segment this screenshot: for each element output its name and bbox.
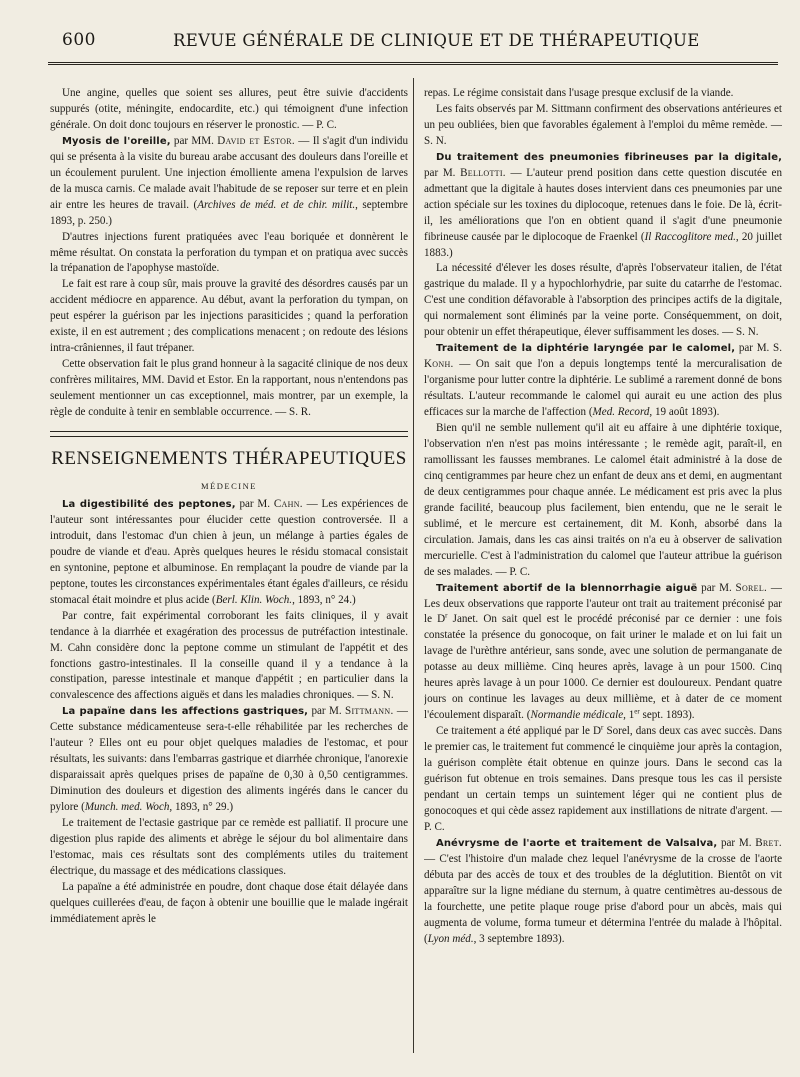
article-author: Cahn.: [273, 497, 303, 510]
article-title: Traitement abortif de la blennorrhagie aiguë: [436, 582, 698, 594]
column-divider: [413, 78, 414, 1053]
paragraph: La papaïne a été administrée en poudre, dont chaque dose était délayée dans quelques cuillerées d'eau, de façon à obtenir une bouillie que le malade ingérait immédiatement après le: [50, 880, 408, 925]
section-rule: [50, 431, 408, 437]
left-column: [50, 86, 408, 1056]
article-pneumonies: [424, 150, 782, 262]
article-author: Sittmann.: [345, 705, 394, 718]
subsection-heading: MÉDECINE: [201, 481, 257, 492]
header-rule: [48, 62, 778, 65]
superscript: er: [634, 707, 640, 716]
citation: Munch. med. Woch,: [84, 801, 173, 814]
page-number: 600: [62, 30, 96, 50]
running-title: REVUE GÉNÉRALE DE CLINIQUE ET DE THÉRAPEUTIQUE: [173, 31, 700, 50]
citation: Lyon méd.: [427, 932, 474, 945]
article-title: Myosis de l'oreille,: [62, 135, 171, 147]
paragraph: La nécessité d'élever les doses résulte, d'après l'observateur italien, de l'état gastrique du malade. Il y a hypochlorhydrie, par suite du catarrhe de l'estomac. C'est une condition défavorable à l'absorption des principes actifs de la digitale, qui normalement sont éliminés par la veine porte. Conséquemment, on doit, pour obtenir un effet thérapeutique, élever suffisamment les doses. — S. N.: [424, 262, 782, 339]
paragraph: Le fait est rare à coup sûr, mais prouve la gravité des désordres causés par un accident médiocre en apparence. Au début, avant la perforation du tympan, on peut espérer la guérison par les injections parasiticides ; quand la perforation existe, il en est autrement ; des complications menacent ; on redoute des lésions intra-crâniennes, il faut trépaner.: [50, 278, 408, 355]
byline: par M.: [308, 705, 345, 718]
citation-tail: , septembre 1893, p. 250.): [50, 198, 408, 227]
article-body: Janet. On sait quel est le procédé préconisé par ce dernier : une fois constatée la présence du gonocoque, on fait uriner le malade et on lui fait un lavage de l'urèthre antérieur, sans sonde, avec une solution de permanganate de potasse au deux millième. Cinq heures après, lavage à un pour 1500. Cinq heures après lavage à un pour 1000. Ce dernier est douloureux. Pendant quatre jours on continue les lavages au deux millième, et à dater de ce moment l'écoulement disparaît. (: [424, 613, 782, 722]
paragraph: Bien qu'il ne semble nullement qu'il ait eu affaire à une diphtérie toxique, l'observation n'en n'est pas moins intéressante ; le remède agit, paraît-il, en ramollissant les fausses membranes. Le calomel était administré à la dose de cinq centigrammes par heure chez un enfant de deux ans et demi, en augmentant de deux centigrammes pour chaque année. Le médicament est pris avec la plus grande facilité, beaucoup plus facilement, bien entendu, que ne le serait le sublimé, et le mercure est certainement, dit M. Konh, absorbé dans la circulation. Jamais, dans les cas ainsi traités on n'a eu à observer de salivation mercurielle. C'est à l'administration du calomel que l'auteur attribue la guérison de ses malades. — P. C.: [424, 422, 782, 578]
citation-tail: , 1893, n° 24.): [292, 593, 356, 606]
article-anevrysme: [424, 836, 782, 948]
paragraph: Les faits observés par M. Sittmann confirment des observations antérieures et un peu oubliées, bien que favorables également à l'emploi du même remède. — S. N.: [424, 102, 782, 147]
article-author: Konh.: [424, 358, 454, 371]
citation-date: 1: [625, 709, 635, 722]
paragraph: D'autres injections furent pratiquées avec l'eau boriquée et donnèrent le même résultat. On constata la perforation du tympan et on pratiqua avec succès la trépanation de l'apophyse mastoïde.: [50, 230, 408, 275]
citation: Archives de méd. et de chir. milit.: [197, 198, 356, 211]
paragraph: Le traitement de l'ectasie gastrique par ce remède est palliatif. Il procure une digestion plus rapide des aliments et abrège le séjour du bol alimentaire dans l'estomac, mais ces résultats sont des compléments utiles du traitement électrique, du massage et des médications classiques.: [50, 817, 408, 877]
byline: par M.: [424, 166, 461, 179]
citation: Il Raccoglitore med.: [644, 230, 736, 243]
paragraph: Par contre, fait expérimental corroborant les faits cliniques, il y avait tendance à la diarrhée et exagération des processus de putréfaction intestinale. M. Cahn considère donc la peptone comme un stimulant de l'appétit et des fonctions gastro-intestinales. Il la conseille quand il y a tendance à la constipation, paresse intestinale et manque d'appétit ; en particulier dans la convalescence des affections aiguës et dans les maladies chroniques. — S. N.: [50, 609, 408, 702]
article-body: — C'est l'histoire d'un malade chez lequel l'anévrysme de la crosse de l'aorte débuta par des accès de toux et des troubles de la déglutition. Bientôt on vit apparaître sur la ligne médiane du sternum, à quatre centimètres au-dessous de la fourchette, une petite plaque rouge prise d'abord pour un abcès, mais qui augmenta de volume, forma tumeur et détermina l'entrée du malade à l'hôpital. (: [424, 852, 782, 945]
paragraph-text: Sorel, dans deux cas avec succès. Dans le premier cas, le traitement fut commencé le cinquième jour après la contagion, la guérison complète était obtenue en quinze jours. Dans le second cas la guérison fut obtenue en trois semaines. Dans presque tous les cas il persiste pendant un certain temps un suintement léger qui ne contient plus de gonocoques et qui cède assez rapidement aux instillations de nitrate d'argent. — P. C.: [424, 725, 782, 833]
article-title: Traitement de la diphtérie laryngée par le calomel,: [436, 343, 736, 355]
byline: par MM.: [170, 134, 218, 147]
citation-tail: 1893, n° 29.): [172, 801, 234, 814]
byline: par M.: [697, 581, 736, 594]
page-header: [48, 28, 778, 58]
citation-tail: 19 août 1893).: [652, 406, 720, 419]
article-diphterie: [424, 341, 782, 421]
article-author: Bellotti.: [460, 166, 506, 179]
article-myosis: [50, 134, 408, 230]
article-blennorrhagie: [424, 581, 782, 725]
byline: par M. S.: [735, 342, 782, 355]
article-author: Bret.: [755, 836, 782, 849]
citation-tail: , 3 septembre 1893).: [473, 932, 565, 945]
article-body: — On sait que l'on a depuis longtemps tenté la mercuralisation de l'organisme pour lutter contre la diphtérie. Le sublimé a rarement donné de bons résultats. L'auteur recommande le calomel qui aurait eu une action des plus efficaces sur la marche de l'affection (: [424, 358, 782, 419]
byline: par M.: [717, 836, 756, 849]
paragraph: Cette observation fait le plus grand honneur à la sagacité clinique de nos deux confrères militaires, MM. David et Estor. En la rapportant, nous n'entendons pas seulement mentionner un cas exceptionnel, mais montrer, par un exemple, la règle de conduite à tenir en semblable occurrence. — S. R.: [50, 358, 408, 419]
article-body: — Il s'agit d'un individu qui se présenta à la visite du bureau arabe accusant des douleurs dans l'oreille et un écoulement purulent. Une injection émolliente amena l'expulsion de larves de la musca carnis. Ce malade avait l'habitude de se reposer sur terre et en plein air entre les heures de travail. (: [50, 134, 408, 211]
article-body: — L'auteur prend position dans cette question discutée en admettant que la digitale à hautes doses intervient dans ces pneumonies par une action spéciale sur les toxines du diplocoque, retenues dans le foie. De là, écrit-il, les améliorations que l'on en obtient quand il s'agit d'une pneumonie fibrineuse causée par le diplocoque de Fraenkel (: [424, 166, 782, 243]
byline: par M.: [235, 497, 274, 510]
paragraph: repas. Le régime consistait dans l'usage presque exclusif de la viande.: [424, 87, 734, 99]
article-body: — Cette substance médicamenteuse sera-t-elle réhabilitée par les recherches de l'auteur ? Elles ont eu pour objet quelques maladies de l'estomac, et pour résultats, les suivants: dans l'embarras gastrique et diarrhée chronique, l'anorexie disparaissait après quelques prises de papaïne de 0,30 à 0,50 centigrammes. Diminution des douleurs et digestion des aliments ingérés dans le cancer du pylore (: [50, 705, 408, 814]
article-authors: David et Estor.: [217, 134, 295, 147]
article-author: Sorel.: [735, 581, 768, 594]
article-peptones: [50, 497, 408, 609]
superscript: r: [445, 611, 448, 620]
article-title: La papaïne dans les affections gastriques,: [62, 706, 309, 718]
article-papaine: [50, 704, 408, 816]
citation: Berl. Klin. Woch.: [215, 593, 293, 606]
article-title: Anévrysme de l'aorte et traitement de Valsalva,: [436, 837, 718, 849]
article-title: La digestibilité des peptones,: [62, 498, 236, 510]
section-heading: RENSEIGNEMENTS THÉRAPEUTIQUES: [51, 448, 407, 470]
article-body: — Les expériences de l'auteur sont intéressantes pour élucider cette question controversée. Il a introduit, dans l'estomac d'un chien à jeun, un mélange à parties égales de poudre de viande et d'eau. Après quelques heures le résidu stomacal consistait en syntonine, peptone et albuminose. En remplaçant la poudre de viande par la peptone, toutes les circonstances expérimentales étant égales d'ailleurs, ce résidu stomacal était moindre et plus acide (: [50, 497, 408, 606]
paragraph: Une angine, quelles que soient ses allures, peut être suivie d'accidents suppurés (otite, méningite, endocardite, etc.) qui témoignent d'une infection générale. On doit donc toujours en réserver le pronostic. — P. C.: [50, 87, 408, 131]
superscript: r: [601, 723, 604, 732]
paragraph: [424, 724, 782, 836]
citation-tail: , 20 juillet 1883.): [424, 230, 782, 259]
citation-tail: sept. 1893).: [639, 709, 695, 722]
article-body: — Les deux observations que rapporte l'auteur ont trait au traitement préconisé par le D: [424, 581, 782, 626]
article-title: Du traitement des pneumonies fibrineuses par la digitale,: [436, 151, 782, 163]
paragraph-text: Ce traitement a été appliqué par le D: [436, 725, 602, 738]
citation: Med. Record,: [592, 406, 653, 419]
right-column: [424, 86, 782, 1056]
citation: Normandie médicale,: [530, 709, 626, 722]
